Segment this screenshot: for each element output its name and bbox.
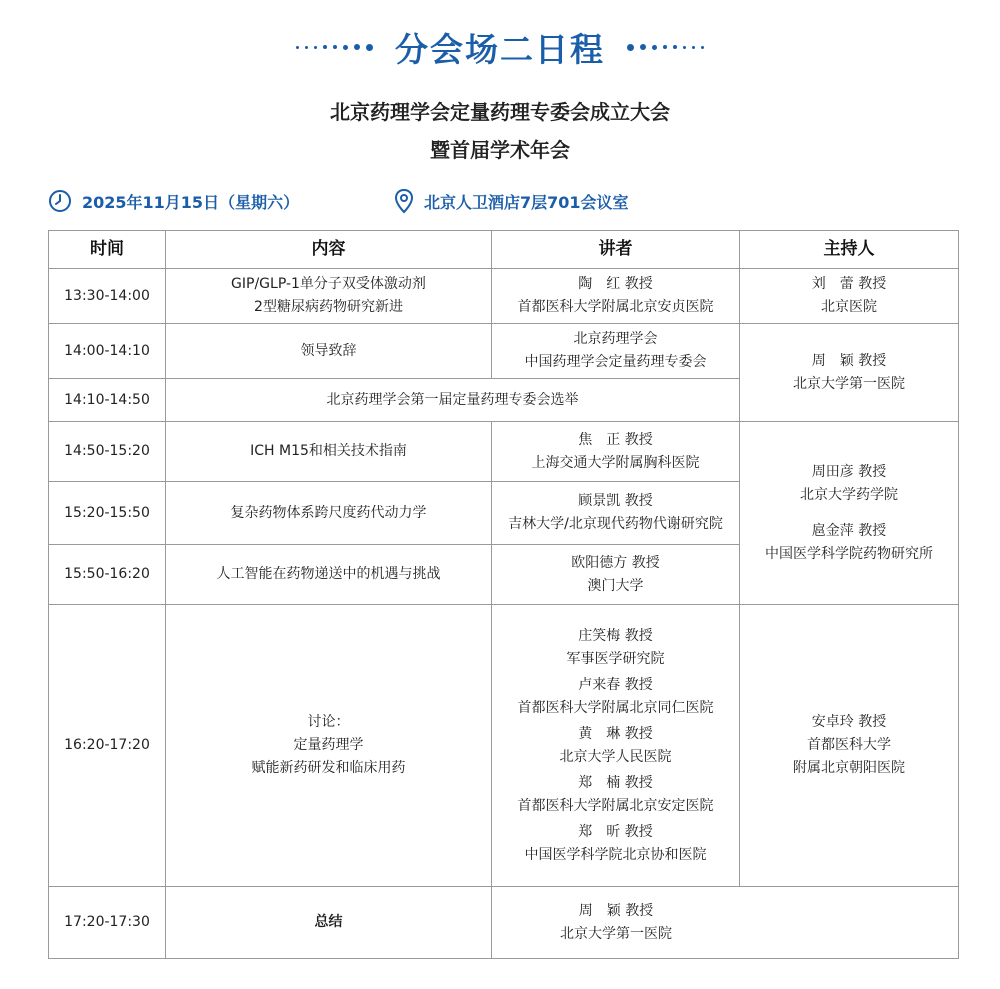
header-speaker: 讲者 xyxy=(492,231,740,269)
speaker-cell: 周 颖 教授 北京大学第一医院 xyxy=(492,887,959,959)
time-cell: 16:20-17:20 xyxy=(49,605,166,887)
speaker-cell: 焦 正 教授 上海交通大学附属胸科医院 xyxy=(492,422,740,482)
title-row xyxy=(0,22,1000,72)
time-cell: 14:00-14:10 xyxy=(49,324,166,379)
page-title: 分会场二日程 xyxy=(395,29,605,69)
table-row xyxy=(49,269,959,324)
content-cell: ICH M15和相关技术指南 xyxy=(166,422,492,482)
time-cell: 13:30-14:00 xyxy=(49,269,166,324)
host-cell: 安卓玲 教授 首都医科大学 附属北京朝阳医院 xyxy=(740,605,959,887)
header-host: 主持人 xyxy=(740,231,959,269)
location-text: 北京人卫酒店7层701会议室 xyxy=(424,192,629,212)
subtitle-line-2: 暨首届学术年会 xyxy=(430,138,570,162)
speaker-cell: 陶 红 教授 首都医科大学附属北京安贞医院 xyxy=(492,269,740,324)
content-cell: 总结 xyxy=(166,887,492,959)
location-info xyxy=(394,186,629,216)
speaker-cell: 庄笑梅 教授 军事医学研究院 卢来春 教授 首都医科大学附属北京同仁医院 黄 琳 教授 北京大学人民医院 郑 楠 教授 首都医科大学附属北京安定医院 郑 昕 教授 中国医学科学院北京协和医院 xyxy=(492,605,740,887)
table-row xyxy=(49,422,959,482)
time-cell: 15:20-15:50 xyxy=(49,482,166,545)
host-cell: 刘 蕾 教授 北京医院 xyxy=(740,269,959,324)
content-cell: 人工智能在药物递送中的机遇与挑战 xyxy=(166,545,492,605)
speaker-cell: 北京药理学会 中国药理学会定量药理专委会 xyxy=(492,324,740,379)
left-dots-decoration xyxy=(296,44,373,51)
content-cell: 复杂药物体系跨尺度药代动力学 xyxy=(166,482,492,545)
time-cell: 17:20-17:30 xyxy=(49,887,166,959)
speaker-cell: 顾景凯 教授 吉林大学/北京现代药物代谢研究院 xyxy=(492,482,740,545)
host-cell: 周田彦 教授 北京大学药学院 扈金萍 教授 中国医学科学院药物研究所 xyxy=(740,422,959,605)
date-info xyxy=(48,186,299,216)
right-dots-decoration xyxy=(627,44,704,51)
time-cell: 15:50-16:20 xyxy=(49,545,166,605)
table-row xyxy=(49,324,959,379)
subtitle-line-1: 北京药理学会定量药理专委会成立大会 xyxy=(330,100,670,124)
location-pin-icon xyxy=(394,188,414,214)
speaker-cell: 欧阳德方 教授 澳门大学 xyxy=(492,545,740,605)
content-cell: 北京药理学会第一届定量药理专委会选举 xyxy=(166,379,740,422)
header-content: 内容 xyxy=(166,231,492,269)
clock-icon xyxy=(48,189,72,213)
header-time: 时间 xyxy=(49,231,166,269)
time-cell: 14:50-15:20 xyxy=(49,422,166,482)
schedule-table xyxy=(48,230,959,959)
table-header-row xyxy=(49,231,959,269)
date-text: 2025年11月15日（星期六） xyxy=(82,192,300,212)
content-cell: 领导致辞 xyxy=(166,324,492,379)
content-cell: 讨论： 定量药理学 赋能新药研发和临床用药 xyxy=(166,605,492,887)
content-cell: GIP/GLP-1单分子双受体激动剂 2型糖尿病药物研究新进 xyxy=(166,269,492,324)
table-row xyxy=(49,605,959,887)
host-cell: 周 颖 教授 北京大学第一医院 xyxy=(740,324,959,422)
time-cell: 14:10-14:50 xyxy=(49,379,166,422)
table-row xyxy=(49,887,959,959)
